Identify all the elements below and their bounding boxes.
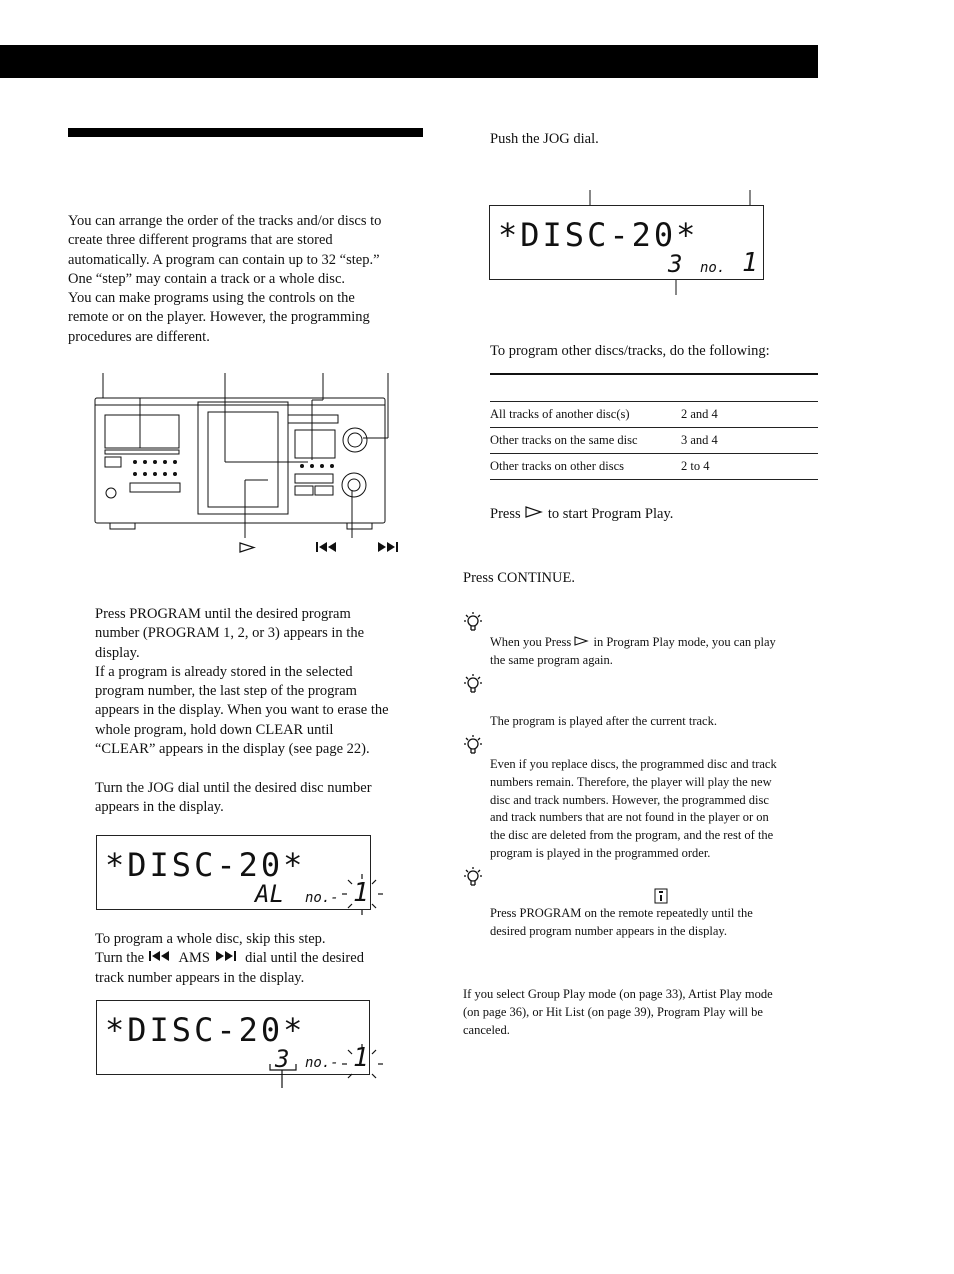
next-track-icon <box>214 951 242 962</box>
step-4-text: Push the JOG dial. <box>490 131 599 147</box>
step-3-text: To program a whole disc, skip this step. Turn the AMS dial until the desired track number appears in the display. <box>95 931 364 986</box>
table-row: All tracks of another disc(s) 2 and 4 <box>490 402 818 428</box>
display-track-text: 3 <box>668 250 683 278</box>
intro-paragraph: You can arrange the order of the tracks and/or discs to create three different programs that are stored automatically. A program can contain up to 32 “step.” One “step” may contain a track or a whole disc. You can make programs using the controls on the remote or on the player. However, the programming procedures are different. <box>68 213 382 345</box>
lightbulb-tip-icon <box>464 866 482 888</box>
step-2-text: Turn the JOG dial until the desired disc number appears in the display. <box>95 780 372 816</box>
play-icon <box>574 636 590 646</box>
lightbulb-tip-icon <box>464 611 482 633</box>
display-programmed <box>489 205 764 280</box>
tip-1-text: When you Press in Program Play mode, you can play the same program again. <box>490 635 776 667</box>
display-track-text: 3 <box>275 1045 290 1073</box>
header-bar <box>0 45 818 78</box>
table-row: Other tracks on the same disc 3 and 4 <box>490 428 818 454</box>
tip-4-text: Press PROGRAM on the remote repeatedly until the desired program number appears in the display. <box>490 906 753 938</box>
display-disc-all <box>96 835 371 910</box>
table-row: Other tracks on other discs 2 to 4 <box>490 454 818 480</box>
step-1-text: Press PROGRAM until the desired program number (PROGRAM 1, 2, or 3) appears in the display. If a program is already stored in the selected program number, the last step of the program appears in the display. When you want to erase the whole program, hold down CLEAR until “CLEAR” appears in the display (see page 22). <box>95 606 389 758</box>
cd-player-illustration <box>90 370 420 560</box>
program-steps-table <box>490 401 818 480</box>
tip-2-text: The program is played after the current track. <box>490 714 717 728</box>
display-step-number: 1 <box>353 1043 369 1073</box>
display-step-number: 1 <box>742 248 758 278</box>
display-main-text: *DISC-20* <box>105 846 306 884</box>
display-main-text: *DISC-20* <box>498 216 699 254</box>
play-label-icon <box>240 543 254 552</box>
tip-3-text: Even if you replace discs, the programmed disc and track numbers remain. Therefore, the player will play the new disc and track numbers. However, the programmed disc and track numbers that are not found in the player or on the disc are deleted from the program, and the rest of the program is played in the programmed order. <box>490 757 777 860</box>
display-step-number: 1 <box>353 878 369 908</box>
display-2-callouts <box>268 1040 388 1090</box>
ams-next-icon <box>378 542 398 552</box>
display-no-label: no.- <box>305 890 339 906</box>
step-5-text: Press to start Program Play. <box>490 506 674 522</box>
blink-rays-icon <box>340 872 385 917</box>
section-rule <box>68 128 423 137</box>
display-track-text: AL <box>255 880 284 908</box>
prev-track-icon <box>148 951 176 962</box>
display-main-text: *DISC-20* <box>105 1011 306 1049</box>
remote-icon <box>654 888 668 904</box>
note-text: If you select Group Play mode (on page 33), Artist Play mode (on page 36), or Hit List (on page 39), Program Play will be canceled. <box>463 987 773 1037</box>
ams-prev-icon <box>316 542 336 552</box>
other-programs-intro: To program other discs/tracks, do the following: <box>490 343 770 359</box>
table-top-rule <box>490 373 818 375</box>
continue-text: Press CONTINUE. <box>463 570 575 586</box>
lightbulb-tip-icon <box>464 673 482 695</box>
display-no-label: no.- <box>305 1055 339 1071</box>
lightbulb-tip-icon <box>464 734 482 756</box>
display-no-label: no. <box>700 260 726 276</box>
play-icon <box>524 506 544 518</box>
